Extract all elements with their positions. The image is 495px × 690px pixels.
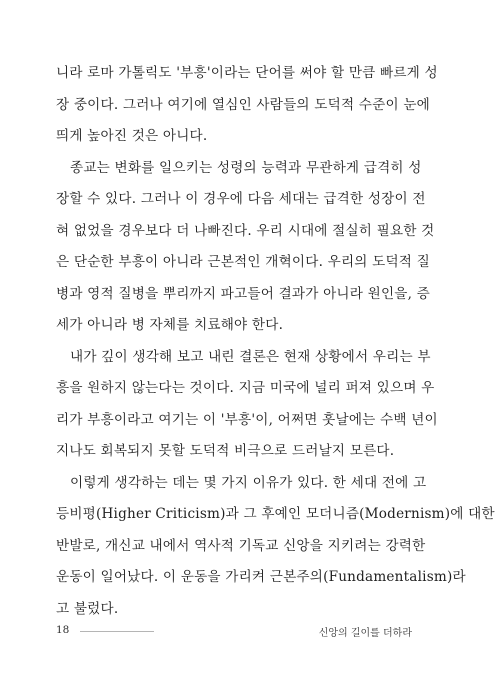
text-line: 등비평(Higher Criticism)과 그 후예인 모더니즘(Modernism)에 대한: [56, 506, 495, 522]
body-text: [56, 58, 495, 625]
text-line: 종교는 변화를 일으키는 성령의 능력과 무관하게 급격히 성: [70, 159, 422, 176]
text-line: 장할 수 있다. 그러나 이 경우에 다음 세대는 급격한 성장이 전: [56, 191, 426, 207]
text-line: 장 중이다. 그러나 여기에 열심인 사람들의 도덕적 수준이 눈에: [56, 96, 430, 113]
text-line: 이렇게 생각하는 데는 몇 가지 이유가 있다. 한 세대 전에 고: [70, 474, 427, 491]
text-line: 내가 깊이 생각해 보고 내린 결론은 현재 상황에서 우리는 부: [70, 348, 431, 365]
text-line: 리가 부흥이라고 여기는 이 '부흥'이, 어쩌면 훗날에는 수백 년이: [56, 411, 438, 428]
page-number: 18: [56, 624, 70, 636]
text-line: 지나도 회복되지 못할 도덕적 비극으로 드러날지 모른다.: [56, 443, 395, 459]
running-title: 신앙의 길이를 더하라: [318, 628, 412, 639]
text-line: 운동이 일어났다. 이 운동을 가리켜 근본주의(Fundamentalism)라: [56, 569, 466, 585]
text-line: 니라 로마 가톨릭도 '부흥'이라는 단어를 써야 할 만큼 빠르게 성: [56, 65, 438, 81]
text-line: 은 단순한 부흥이 아니라 근본적인 개혁이다. 우리의 도덕적 질: [56, 254, 430, 270]
footer-rule: [80, 631, 154, 632]
text-line: 반발로, 개신교 내에서 역사적 기독교 신앙을 지키려는 강력한: [56, 537, 426, 554]
text-line: 혀 없었을 경우보다 더 나빠진다. 우리 시대에 절실히 필요한 것: [56, 222, 435, 239]
text-line: 흥을 원하지 않는다는 것이다. 지금 미국에 널리 퍼져 있으며 우: [56, 380, 435, 396]
text-line: 병과 영적 질병을 뿌리까지 파고들어 결과가 아니라 원인을, 증: [56, 285, 430, 302]
text-line: 띄게 높아진 것은 아니다.: [56, 128, 208, 144]
text-line: 세가 아니라 병 자체를 치료해야 한다.: [56, 317, 284, 333]
text-line: 고 불렀다.: [56, 600, 119, 617]
page-footer: [56, 624, 412, 644]
